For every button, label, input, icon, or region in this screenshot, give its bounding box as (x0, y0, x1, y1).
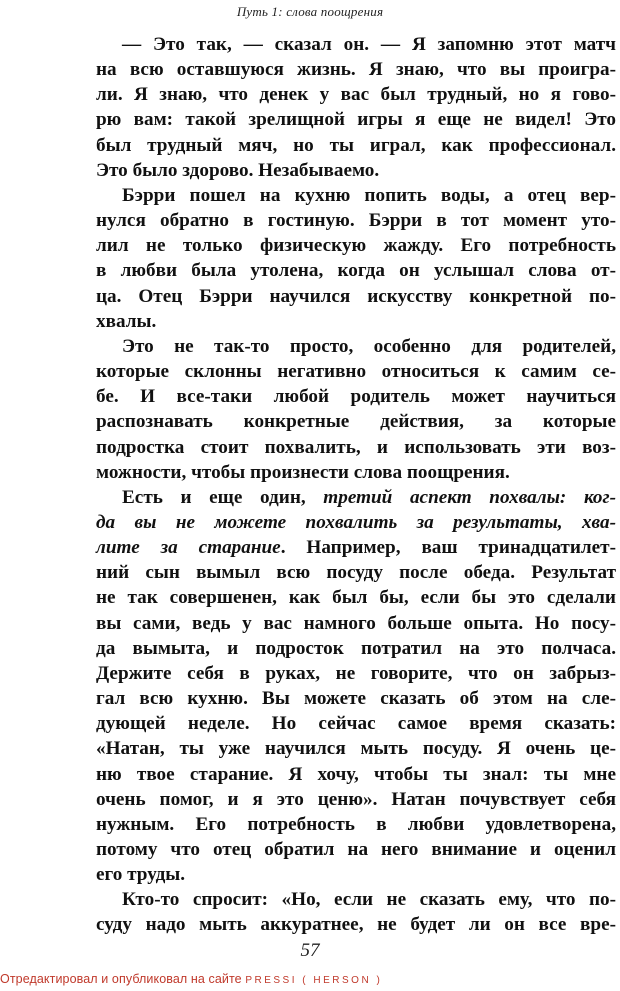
emphasis-text: третий аспект похвалы: ког- (323, 486, 616, 508)
text-line: был трудный мяч, но ты играл, как профессионал. (96, 134, 616, 156)
text-line: вы сами, ведь у вас намного больше опыта. Но посу- (96, 612, 616, 634)
text-line: нужным. Его потребность в любви удовлетворена, (96, 813, 616, 835)
text-line: ца. Отец Бэрри научился искусству конкретной по- (96, 285, 616, 307)
text-line (96, 485, 616, 510)
text-line (96, 535, 616, 560)
text-line: да вымыта, и подросток потратил на это полчаса. (96, 637, 616, 659)
text-line: которые склонны негативно относиться к самим се- (96, 361, 616, 383)
text-line: не так совершенен, как был бы, если бы это сделали (96, 587, 616, 609)
text-line: потому что отец обратил на него внимание и оценил (96, 839, 616, 860)
text-line: его труды. (96, 864, 186, 886)
text-line: суду надо мыть аккуратнее, не будет ли он все вре- (96, 914, 616, 936)
plain-text: . Например, ваш тринадцатилет- (280, 537, 616, 559)
text-line: гал всю кухню. Вы можете сказать об этом на сле- (96, 688, 616, 710)
text-line (96, 510, 616, 535)
footer-site-name: PRESSI ( HERSON ) (245, 975, 383, 986)
text-line: Кто-то спросит: «Но, если не сказать ему, что по- (122, 889, 616, 911)
footer-credit-prefix: Отредактировал и опубликовал на сайте (0, 972, 242, 986)
text-line: на всю оставшуюся жизнь. Я знаю, что вы проигра- (96, 59, 616, 81)
text-line: Бэрри пошел на кухню попить воды, а отец вер- (122, 184, 616, 206)
text-line: можности, чтобы произнести слова поощрения. (96, 461, 510, 483)
text-line: Это было здорово. Незабываемо. (96, 159, 380, 181)
text-line: нулся обратно в гостиную. Бэрри в тот момент уто- (96, 210, 616, 232)
text-line: ню твое старание. Я хочу, чтобы ты знал: ты мне (96, 763, 616, 785)
text-line: бе. И все-таки любой родитель может научиться (96, 386, 616, 408)
text-line: в любви была утолена, когда он услышал слова от- (96, 260, 616, 282)
text-line: ний сын вымыл всю посуду после обеда. Результат (96, 562, 616, 584)
text-line: «Натан, ты уже научился мыть посуду. Я очень це- (96, 738, 616, 760)
text-line: — Это так, — сказал он. — Я запомню этот матч (122, 34, 616, 55)
plain-text: Есть и еще один, (122, 486, 324, 508)
text-line: распознавать конкретные действия, за которые (96, 411, 616, 433)
text-line: рю вам: такой зрелищной игры я еще не видел! Это (96, 109, 616, 131)
page-number: 57 (300, 940, 320, 961)
text-line: Держите себя в руках, не говорите, что он забрыз- (96, 662, 616, 684)
footer-credit (0, 972, 620, 986)
text-line: лил не только физическую жажду. Его потребность (96, 235, 616, 257)
text-line: Это не так-то просто, особенно для родителей, (122, 335, 616, 357)
text-line: хвалы. (96, 310, 157, 332)
body-text (96, 32, 616, 938)
text-line: ли. Я знаю, что денек у вас был трудный, но я гово- (96, 84, 616, 106)
text-line: очень помог, и я это ценю». Натан почувствует себя (96, 788, 616, 810)
emphasis-text: да вы не можете похвалить за результаты, хва- (96, 511, 616, 533)
text-line: подростка стоит похвалить, и использовать эти воз- (96, 436, 616, 458)
text-line: дующей неделе. Но сейчас самое время сказать: (96, 713, 616, 735)
emphasis-text: лите за старание (96, 537, 281, 559)
running-head: Путь 1: слова поощрения (236, 4, 384, 19)
